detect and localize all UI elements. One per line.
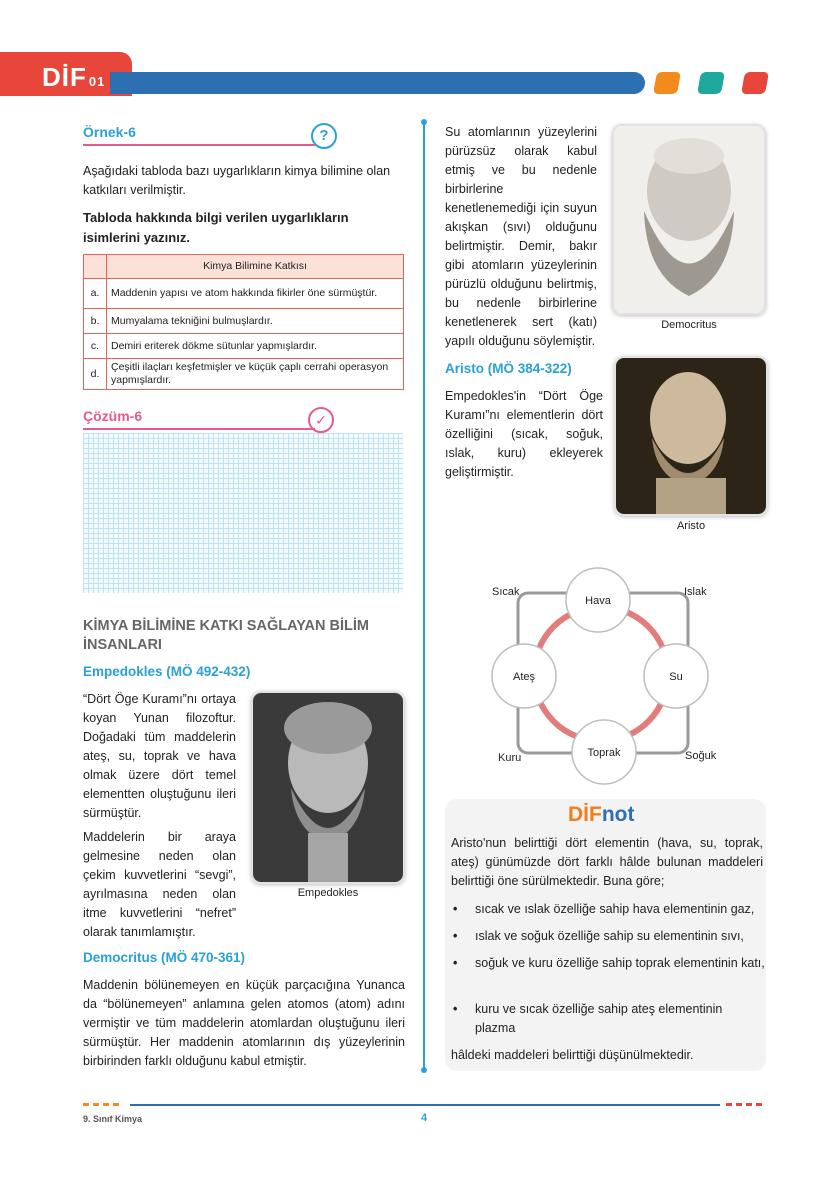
footer-dashes-left bbox=[83, 1103, 123, 1106]
aristo-portrait bbox=[614, 356, 768, 516]
question-icon: ? bbox=[311, 123, 337, 149]
aristo-heading: Aristo (MÖ 384-322) bbox=[445, 361, 572, 376]
table-row: a. Maddenin yapısı ve atom hakkında fikirler öne sürmüştür. bbox=[84, 279, 404, 309]
democritus-heading: Democritus (MÖ 470-361) bbox=[83, 950, 246, 965]
teal-square-icon bbox=[697, 72, 725, 94]
aristo-paragraph: Empedokles'in “Dört Öge Kuramı”nı elementlerin dört özelliğini (sıcak, soğuk, ıslak, kuru) ekleyerek geliştirmiştir. bbox=[445, 389, 603, 479]
note-outro: hâldeki maddeleri belirttiği düşünülmektedir. bbox=[451, 1048, 694, 1062]
checkmark-icon: ✓ bbox=[308, 407, 334, 433]
dif-logo: DİF 01 bbox=[42, 62, 106, 92]
section-title: KİMYA BİLİMİNE KATKI SAĞLAYAN BİLİM İNSANLARI bbox=[83, 618, 369, 653]
democritus-caption: Democritus bbox=[661, 319, 717, 331]
democritus-paragraph: Maddenin bölünemeyen en küçük parçacığına Yunanca da “bölünemeyen” anlamına gelen atomos (atom) adını vermiştir ve tüm maddelerin atomlardan oluştuğunu ileri sürmüştür. Her maddenin atomlarının dış yüzeylerinin birbirinden farklı olduğunu kabul etmiştir. bbox=[83, 978, 405, 1068]
column-divider bbox=[423, 122, 425, 1070]
answer-grid[interactable] bbox=[83, 433, 403, 593]
bust-illustration bbox=[616, 358, 766, 514]
table-header-row bbox=[84, 255, 404, 279]
bullet-icon: • bbox=[453, 1002, 458, 1016]
property-label-dry: Kuru bbox=[498, 752, 522, 764]
divider-dot-bottom bbox=[421, 1067, 427, 1073]
aristo-caption: Aristo bbox=[676, 520, 706, 532]
four-elements-diagram bbox=[480, 565, 730, 785]
empedokles-paragraph-2: Maddelerin bir araya gelmesine neden olan çekim kuvvetlerini “sevgi”, ayrılmasına neden olan itme kuvvetlerini “nefret” olarak tanımlamıştır. bbox=[83, 830, 236, 939]
footer-dashes-right bbox=[726, 1103, 766, 1106]
element-label-earth: Toprak bbox=[587, 747, 621, 759]
contributions-table bbox=[83, 254, 404, 390]
example-question: Tabloda hakkında bilgi verilen uygarlıkların isimlerini yazınız. bbox=[83, 210, 349, 245]
dif-note-logo: DİFnot bbox=[568, 803, 635, 826]
solution-heading-underline bbox=[83, 428, 315, 430]
bullet-icon: • bbox=[453, 929, 458, 943]
property-label-wet: Islak bbox=[684, 586, 707, 598]
page-number: 4 bbox=[421, 1112, 428, 1124]
solution-heading: Çözüm-6 bbox=[83, 408, 143, 424]
example-intro: Aşağıdaki tabloda bazı uygarlıkların kimya bilimine olan katkıları verilmiştir. bbox=[83, 164, 391, 197]
bullet-icon: • bbox=[453, 902, 458, 916]
footer-line bbox=[130, 1104, 720, 1106]
element-label-fire: Ateş bbox=[512, 671, 536, 683]
empedokles-caption: Empedokles bbox=[297, 887, 359, 899]
bullet-icon: • bbox=[453, 956, 458, 970]
property-label-cold: Soğuk bbox=[685, 750, 717, 762]
footer-course: 9. Sınıf Kimya bbox=[83, 1114, 143, 1124]
empedokles-heading: Empedokles (MÖ 492-432) bbox=[83, 664, 251, 679]
element-label-air: Hava bbox=[585, 595, 611, 607]
table-header-cell: Kimya Bilimine Katkısı bbox=[107, 255, 404, 279]
note-intro: Aristo'nun belirttiği dört elementin (hava, su, toprak, ateş) günümüzde dört farklı hâlde bulunan maddeleri belirttiği öne sürülmektedir. Buna göre; bbox=[451, 836, 763, 888]
empedokles-portrait bbox=[251, 691, 405, 884]
democritus-portrait bbox=[612, 124, 766, 315]
element-label-water: Su bbox=[669, 671, 683, 683]
example-heading-underline bbox=[83, 144, 315, 146]
red-square-icon bbox=[741, 72, 769, 94]
bust-illustration bbox=[614, 126, 764, 313]
table-row: c. Demiri eriterek dökme sütunlar yapmışlardır. bbox=[84, 334, 404, 359]
orange-square-icon bbox=[653, 72, 681, 94]
example-heading: Örnek-6 bbox=[83, 124, 136, 140]
header-bar bbox=[110, 72, 645, 94]
table-row: b. Mumyalama tekniğini bulmuşlardır. bbox=[84, 309, 404, 334]
democritus-atoms-paragraph: Su atomlarının yüzeylerini pürüzsüz olarak kabul etmiş ve bu nedenle birbirlerine kenetlenemediği için suyun akışkan (sıvı) olduğunu belirtmiştir. Demir, bakır gibi atomların yüzeylerinin pürüzlü olduğunu belirtmiş, bu nedenle birbirlerine kenetlenerek sert (katı) yapılı olduğunu söylemiştir. bbox=[445, 125, 597, 348]
empedokles-paragraph-1: “Dört Öge Kuramı”nı ortaya koyan Yunan filozoftur. Doğadaki tüm maddelerin ateş, su, toprak ve hava olmak üzere dört temel elementten oluştuğunu ileri sürmüştür. bbox=[83, 692, 236, 820]
property-label-hot: Sıcak bbox=[492, 586, 520, 598]
table-row: d. Çeşitli ilaçları keşfetmişler ve küçük çaplı cerrahi operasyon yapmışlardır. bbox=[84, 359, 404, 390]
bust-illustration bbox=[253, 693, 403, 882]
